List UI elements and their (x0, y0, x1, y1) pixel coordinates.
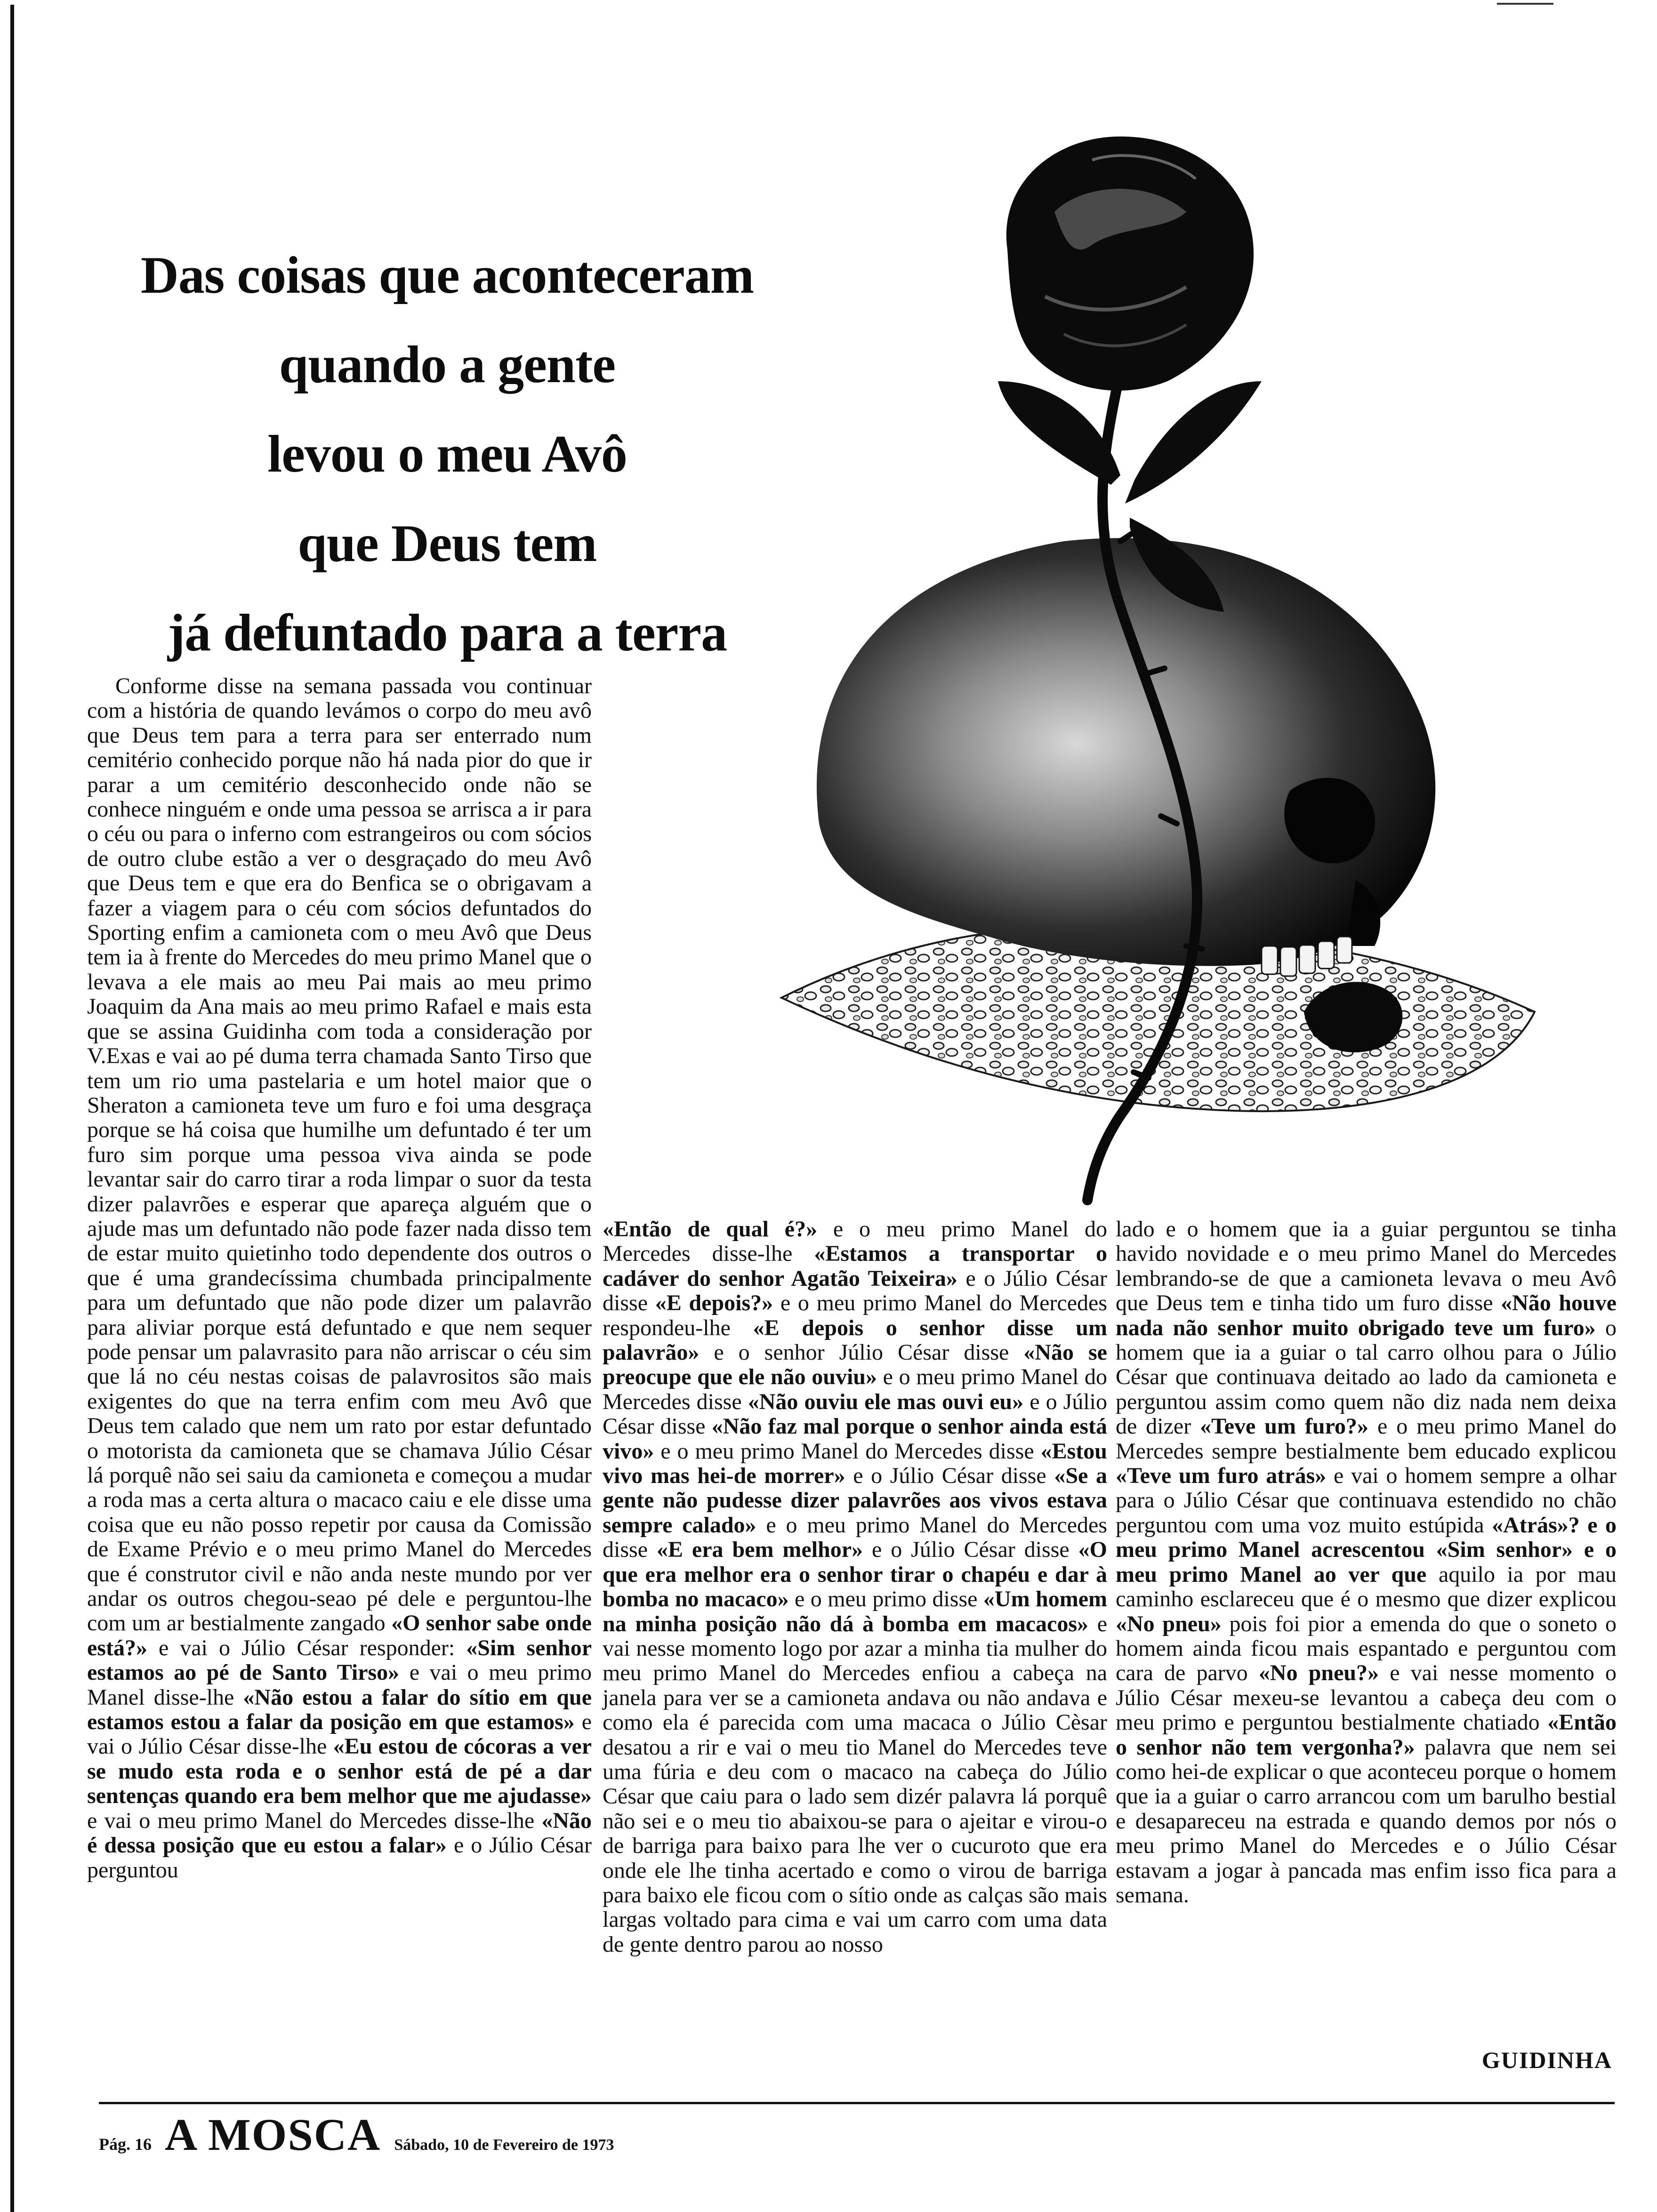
article-column-2 (603, 1217, 1107, 1957)
dialogue-quote: «Atrás»? e o meu primo Manel acrescentou «Sim senhor» e o meu primo Manel ao ver que (1116, 1512, 1617, 1587)
headline-line: levou o meu Avô (267, 425, 627, 483)
narrative-text: e vai nesse momento logo por azar a minha tia mulher do meu primo Manel do Mercedes enfiou a cabeça na janela para ver se a camioneta andava ou não andava e como ela é parecida com uma macaca o Júlio Cèsar desatou a rir e vai o meu tio Manel do Mercedes teve uma fúria e deu com o macaco na cabeça do Júlio César que caiu para o lado sem dizér palavra lá porquê não sei e o meu tio abaixou-se para o ajeitar e virou-o de barriga para baixo para lhe ver o cucuroto que era onde ele lhe tinha acertado e como o virou de barriga para baixo ele ficou com o sítio onde as calças são mais largas voltado para cima e vai um carro com uma data de gente dentro parou ao nosso (603, 1611, 1107, 1957)
dialogue-quote: «No pneu» (1116, 1611, 1222, 1636)
dialogue-quote: «Não estou a falar do sítio em que estamos estou a falar da posição em que estamos» (87, 1684, 592, 1735)
dialogue-quote: «E depois?» (655, 1290, 773, 1316)
dialogue-quote: «O senhor sabe onde está?» (87, 1611, 592, 1660)
dialogue-quote: «Não ouviu ele mas ouvi eu» (748, 1389, 1024, 1414)
dialogue-quote: «Um homem na minha posição não dá à bomba em macacos» (603, 1587, 1107, 1636)
headline-line: Das coisas que aconteceram (140, 246, 754, 305)
article-headline (94, 231, 800, 678)
narrative-text: pois foi pior a emenda do que o soneto o homem ainda ficou mais espantado e perguntou com cara de parvo (1116, 1611, 1617, 1686)
narrative-text: e o meu primo disse (788, 1587, 983, 1612)
dialogue-quote: «E era bem melhor» (656, 1537, 863, 1563)
article-column-1 (87, 674, 592, 1883)
narrative-text: e vai o meu primo Manel do Mercedes disse-lhe (87, 1808, 542, 1833)
narrative-text: e vai o homem sempre a olhar para o Júlio César que continuava estendido no chão perguntou com uma voz muito estúpida (1116, 1463, 1617, 1538)
dialogue-quote: «No pneu?» (1258, 1660, 1379, 1686)
narrative-text: e o Júlio César disse (603, 1389, 1108, 1439)
dialogue-quote: «Não faz mal porque o senhor ainda está vivo» (603, 1414, 1108, 1464)
narrative-text: lado e o homem que ia a guiar perguntou se tinha havido novidade e o meu primo Manel do Mercedes lembrando-se de que a camioneta levava o meu Avô que Deus tem e tinha tido um furo disse (1116, 1217, 1617, 1316)
dialogue-quote: «Teve um furo atrás» (1116, 1463, 1327, 1489)
column-text (87, 674, 592, 1883)
dialogue-quote: «Teve um furo?» (1200, 1414, 1369, 1439)
narrative-text: e o Júlio César disse (845, 1463, 1054, 1489)
dialogue-quote: «Sim senhor estamos ao pé de Santo Tirso» (87, 1635, 592, 1685)
narrative-text: e o meu primo Manel do Mercedes respondeu-lhe (603, 1290, 1107, 1340)
dialogue-quote: «Não é dessa posição que eu estou a falar» (87, 1808, 592, 1858)
print-mark (1497, 3, 1553, 5)
narrative-text: e o meu primo Manel do Mercedes disse (654, 1438, 1041, 1464)
column-text (1116, 1217, 1617, 1907)
dialogue-quote: «Estamos a transportar o cadáver do senhor Agatão Teixeira» (603, 1241, 1107, 1291)
newspaper-masthead: A MOSCA (165, 2109, 381, 2160)
dialogue-quote: «Então o senhor não tem vergonha?» (1116, 1710, 1617, 1760)
issue-date: Sábado, 10 de Fevereiro de 1973 (394, 2136, 614, 2154)
dialogue-quote: «Não houve nada não senhor muito obrigado teve um furo» (1116, 1290, 1617, 1340)
dialogue-quote: «Eu estou de cócoras a ver se mudo esta roda e o senhor está de pé a dar sentenças quando era bem melhor que me ajudasse» (87, 1734, 592, 1809)
narrative-text: e o Júlio César perguntou (87, 1833, 592, 1883)
narrative-text: aquilo ia por mau caminho esclareceu que é o mesmo que dizer explicou (1116, 1562, 1617, 1612)
narrative-text: palavra que nem sei como hei-de explicar o que aconteceu porque o homem que ia a guiar o carro arrancou com um barulho bestial e desapareceu na estrada e quando demos por nós o meu primo Manel do Mercedes e o Júlio César estavam a jogar à pancada mas enfim isso fica para a semana. (1116, 1734, 1617, 1907)
headline-line: que Deus tem (298, 514, 597, 573)
dialogue-quote: «Se a gente não pudesse dizer palavrões aos vivos estava sempre calado» (603, 1463, 1107, 1538)
narrative-text: e o meu primo Manel do Mercedes sempre bestialmente bem educado explicou (1116, 1414, 1617, 1464)
dialogue-quote: «E depois o senhor disse um palavrão» (603, 1315, 1107, 1365)
narrative-text: e vai o meu primo Manel disse-lhe (87, 1660, 592, 1710)
article-column-3 (1116, 1217, 1617, 1907)
dialogue-quote: «Então de qual é?» (603, 1217, 818, 1242)
column-text (603, 1217, 1107, 1957)
headline-line: quando a gente (279, 336, 616, 394)
narrative-text: e vai o Júlio César disse-lhe (87, 1709, 592, 1759)
dialogue-quote: «Estou vivo mas hei-de morrer» (603, 1438, 1107, 1489)
narrative-text: Conforme disse na semana passada vou continuar com a história de quando levámos o corpo do meu avô que Deus tem para a terra para ser enterrado num cemitério conhecido porque não há nada pior do que ir parar a um cemitério desconhecido onde não se conhece ninguém e onde uma pessoa se arrisca a ir para o céu ou para o inferno com estrangeiros ou com sócios de outro clube estão a ver o desgraçado do meu Avô que Deus tem e que era do Benfica se o obrigavam a fazer a viagem para o céu com sócios defuntados do Sporting enfim a camioneta com o meu Avô que Deus tem ia à frente do Mercedes do meu primo Manel que o levava a ele mais ao meu Pai mais ao meu primo Joaquim da Ana mais ao meu primo Rafael e mais esta que se assina Guidinha com toda a consideração por V.Exas e vai ao pé duma terra chamada Santo Tirso que tem um rio uma pastelaria e um hotel maior que o Sheraton a camioneta teve um furo e foi uma desgraça porque se há coisa que humilhe um defuntado é ter um furo sim porque uma pessoa viva ainda se pode levantar sair do carro tirar a roda limpar o suor da testa dizer palavrões e esperar que apareça alguém que o ajude mas um defuntado não pode fazer nada disso tem de estar muito quietinho todo dependente dos outros o que é uma grandecíssima chumbada principalmente para um defuntado que não pode dizer um palavrão para aliviar porque está defuntado e que nem sequer pode pensar um palavrasito para não arriscar o céu sim que lá no céu nestas coisas de palavrositos são mais exigentes do que na terra enfim com meu Avô que Deus tem calado que nem um rato por estar defuntado o motorista da camioneta que se chamava Júlio César lá porquê não sei saiu da camioneta e começou a mudar a roda mas a certa altura o macaco caiu e ele disse uma coisa que eu não posso repetir por causa da Comissão de Exame Prévio e o meu primo Manel do Mercedes que é construtor civil e não anda neste mundo por ver andar os outros chegou-seao pé dele e perguntou-lhe com um ar bestialmente zangado (87, 673, 592, 1636)
page-footer (99, 2108, 614, 2165)
narrative-text: e o senhor Júlio César disse (699, 1340, 1024, 1365)
footer-rule (99, 2102, 1615, 2104)
narrative-text: e o meu primo Manel do Mercedes disse (603, 1364, 1108, 1414)
rose-bloom (1006, 136, 1254, 391)
narrative-text: o homem que ia a guiar o tal carro olhou para o Júlio César que continuava deitado ao lado da camioneta e perguntou assim como quem não diz nada nem deixa de dizer (1116, 1315, 1617, 1439)
rose-skull-illustration (763, 118, 1638, 1219)
dialogue-quote: «O que era melhor era o senhor tirar o chapéu e dar à bomba no macaco» (603, 1537, 1108, 1612)
headline-line: já defuntado para a terra (167, 604, 727, 662)
author-signature: GUIDINHA (1481, 2047, 1612, 2073)
page-edge-rule (10, 5, 14, 2212)
narrative-text: e vai o Júlio César responder: (147, 1635, 467, 1660)
narrative-text: e o Júlio César disse (603, 1266, 1107, 1316)
narrative-text: e o Júlio César disse (863, 1537, 1078, 1563)
narrative-text: e o meu primo Manel do Mercedes disse (603, 1512, 1107, 1563)
dialogue-quote: «Não se preocupe que ele não ouviu» (603, 1340, 1107, 1390)
narrative-text: e o meu primo Manel do Mercedes disse-lhe (603, 1217, 1107, 1266)
narrative-text: e vai nesse momento o Júlio César mexeu-se levantou a cabeça deu com o meu primo e perguntou bestialmente chatiado (1116, 1660, 1617, 1735)
page-number: Pág. 16 (99, 2135, 152, 2154)
